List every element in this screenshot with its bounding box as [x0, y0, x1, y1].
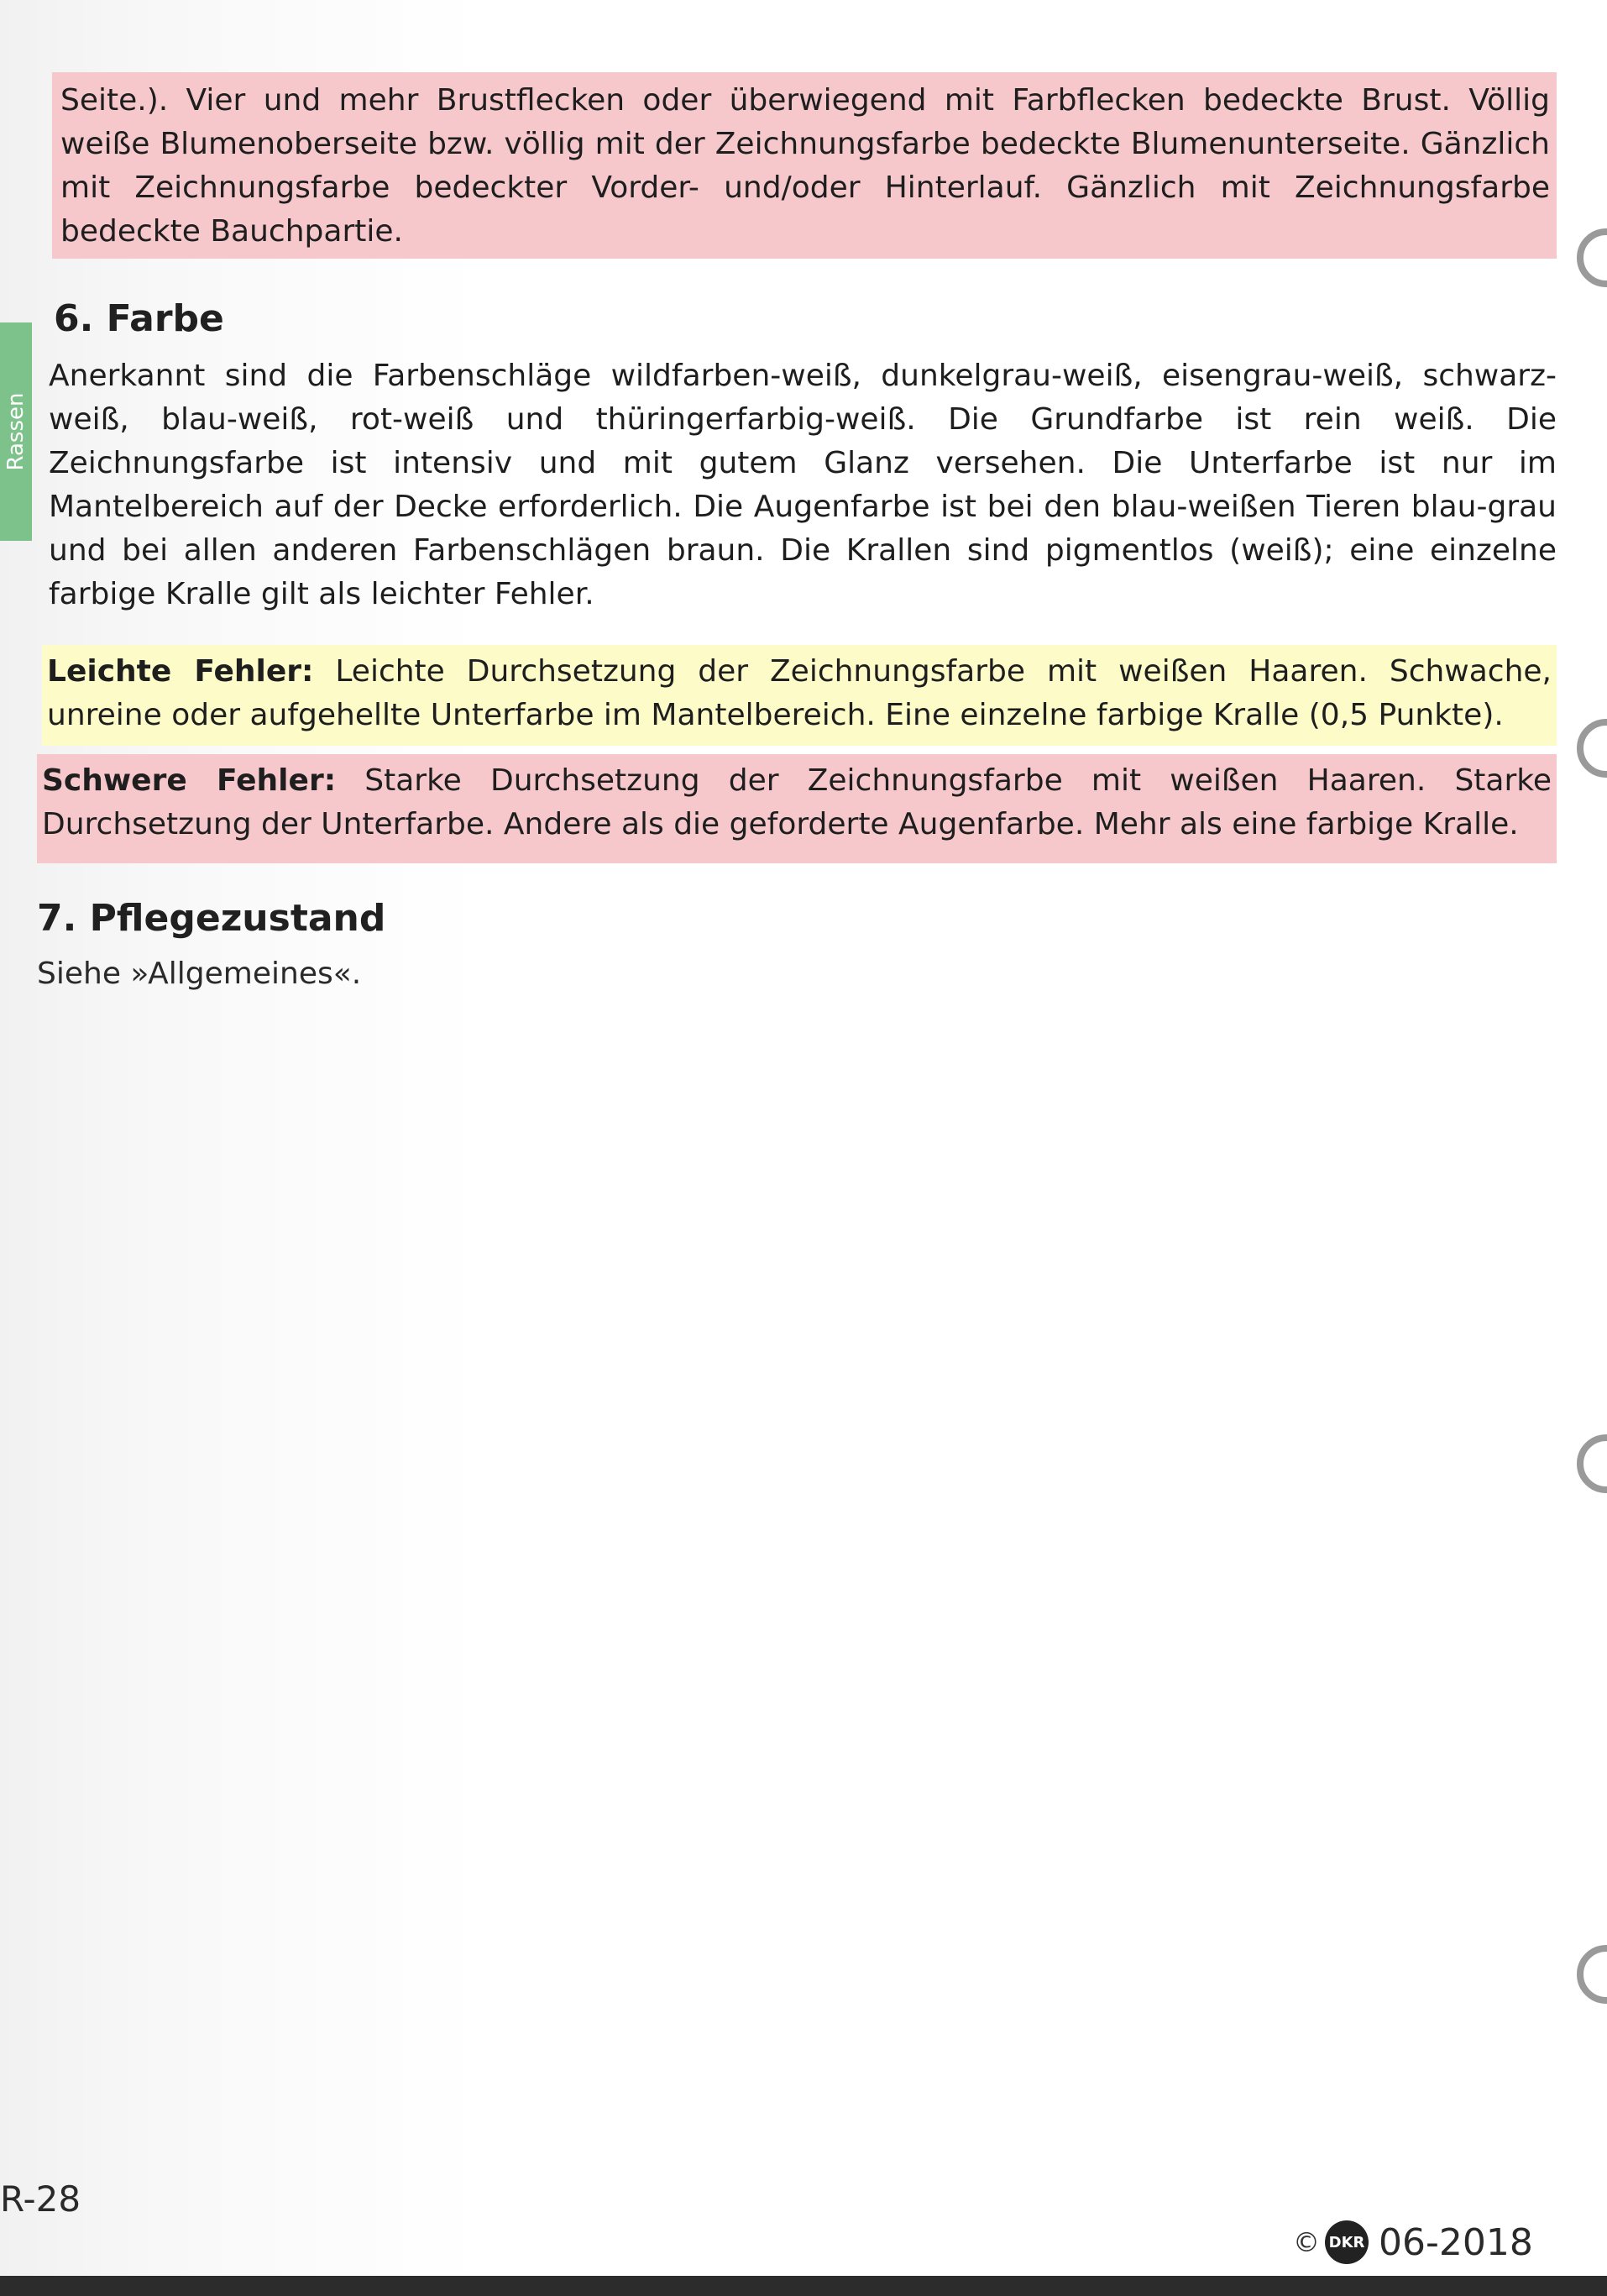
- light-faults-label: Leichte Fehler:: [47, 654, 314, 689]
- footer-copyright: [1293, 2217, 1533, 2267]
- drk-logo-icon: DKR: [1325, 2220, 1369, 2264]
- section-7-body: Siehe »Allgemeines«.: [37, 957, 362, 991]
- light-faults-box: [42, 645, 1557, 746]
- side-tab-label: Rassen: [3, 392, 29, 471]
- binder-ring-hole: [1577, 719, 1607, 778]
- section-6-title: 6. Farbe: [54, 297, 224, 340]
- publication-date: 06-2018: [1379, 2220, 1533, 2264]
- severe-faults-text: Starke Durchsetzung der Zeichnungsfarbe mit weißen Haaren. Starke Durchsetzung der Unterfarbe. Andere als die geforderte Augenfarbe. Mehr als eine farbige Kralle.: [42, 763, 1552, 841]
- side-tab: [0, 322, 32, 541]
- severe-faults-box: [37, 754, 1557, 863]
- binder-ring-hole: [1577, 228, 1607, 287]
- section-7-title: 7. Pflegezustand: [37, 897, 386, 940]
- binder-ring-hole: [1577, 1945, 1607, 2004]
- continuation-text: Seite.). Vier und mehr Brustflecken oder überwiegend mit Farbflecken bedeckte Brust. Völlig weiße Blumenoberseite bzw. völlig mit der Zeichnungsfarbe bedeckte Blumenunterseite. Gänzlich mit Zeichnungsfarbe bedeckter Vorder- und/oder Hinterlauf. Gänzlich mit Zeichnungsfarbe bedeckte Bauchpartie.: [60, 83, 1550, 249]
- light-faults-text: Leichte Durchsetzung der Zeichnungsfarbe mit weißen Haaren. Schwache, unreine oder aufgehellte Unterfarbe im Mantelbereich. Eine einzelne farbige Kralle (0,5 Punkte).: [47, 654, 1552, 732]
- scanner-bottom-edge: [0, 2276, 1607, 2296]
- binder-ring-hole: [1577, 1434, 1607, 1493]
- severe-faults-label: Schwere Fehler:: [42, 763, 337, 798]
- severe-faults-continuation-box: [52, 72, 1557, 259]
- section-6-body-text: Anerkannt sind die Farbenschläge wildfarben-weiß, dunkelgrau-weiß, eisengrau-weiß, schwarz-weiß, blau-weiß, rot-weiß und thüringerfarbig-weiß. Die Grundfarbe ist rein weiß. Die Zeichnungsfarbe ist intensiv und mit gutem Glanz versehen. Die Unterfarbe ist nur im Mantelbereich auf der Decke erforderlich. Die Augenfarbe ist bei den blau-weißen Tieren blau-grau und bei allen anderen Farbenschlägen braun. Die Krallen sind pigmentlos (weiß); eine einzelne farbige Kralle gilt als leichter Fehler.: [49, 359, 1557, 611]
- page-number: R-28: [0, 2178, 81, 2220]
- copyright-sign: ©: [1293, 2226, 1320, 2258]
- section-6-body: [49, 354, 1557, 616]
